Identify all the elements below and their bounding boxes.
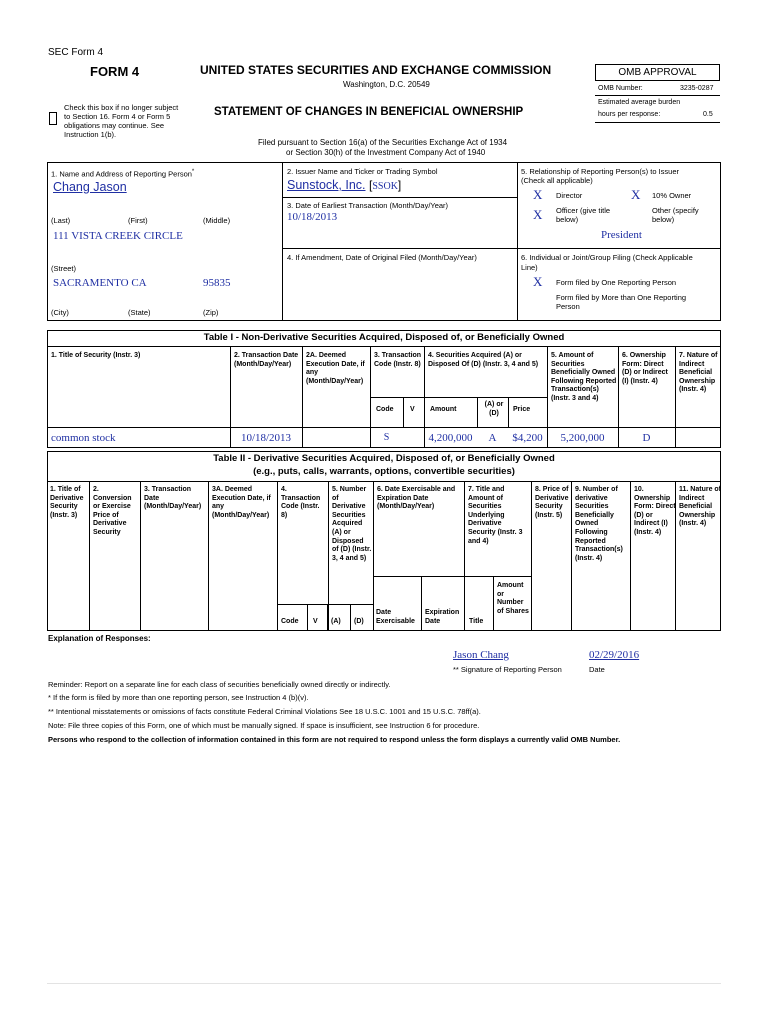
zip-value: 95835 xyxy=(203,277,231,289)
city-state-value: SACRAMENTO CA xyxy=(53,277,147,289)
omb-number-label: OMB Number: xyxy=(598,85,643,92)
t2-h6: 6. Date Exercisable and Expiration Date (Month/Day/Year) xyxy=(377,486,456,511)
t2-sub-title: Title xyxy=(469,618,484,625)
checkbox-instruction: Check this box if no longer subject to Section 16. Form 4 or Form 5 obligations may continue. See Instruction 1(b). xyxy=(64,103,179,139)
earliest-transaction-date: 10/18/2013 xyxy=(287,211,338,223)
filed-pursuant-line1: Filed pursuant to Section 16(a) of the Securities Exchange Act of 1934 xyxy=(258,138,508,147)
t2-sub-d: (D) xyxy=(354,618,364,625)
form-title: FORM 4 xyxy=(90,64,140,79)
t2-sub-exercisable: Date Exercisable xyxy=(376,609,415,625)
note-misstatements: ** Intentional misstatements or omissions of facts constitute Federal Criminal Violations See 18 U.S.C. 1001 and 15 U.S.C. 78ff(a). xyxy=(48,707,481,716)
table1 xyxy=(47,330,721,448)
section4-label: 4. If Amendment, Date of Original Filed (Month/Day/Year) xyxy=(287,253,477,262)
city-label: (City) xyxy=(51,308,69,317)
ticker-symbol: SSOK xyxy=(372,181,398,192)
t2-h10: 10. Ownership Form: Direct (D) or Indirect (I) (Instr. 4) xyxy=(634,486,676,536)
section6-label1: 6. Individual or Joint/Group Filing (Check Applicable xyxy=(521,253,693,262)
other-label: Other (specify below) xyxy=(652,206,699,224)
issuer-line: Sunstock, Inc. [SSOK] xyxy=(287,178,402,192)
t1-row-code: S xyxy=(383,432,390,443)
t2-h5: 5. Number of Derivative Securities Acquired (A) or Disposed of (D) (Instr. 3, 4 and 5) xyxy=(332,486,372,562)
t2-h3: 3. Transaction Date (Month/Day/Year) xyxy=(144,486,202,511)
director-check[interactable]: X xyxy=(533,187,543,202)
t2-sub-v: V xyxy=(313,618,318,625)
state-label: (State) xyxy=(128,308,151,317)
t2-h4: 4. Transaction Code (Instr. 8) xyxy=(281,486,321,519)
omb-approval-title: OMB APPROVAL xyxy=(618,67,697,78)
ten-percent-owner-label: 10% Owner xyxy=(652,191,692,200)
table2-title2: (e.g., puts, calls, warrants, options, convertible securities) xyxy=(253,466,515,477)
t2-h2: 2. Conversion or Exercise Price of Derivative Security xyxy=(93,486,132,536)
section2-label: 2. Issuer Name and Ticker or Trading Symbol xyxy=(287,167,438,176)
filed-pursuant-line2: or Section 30(h) of the Investment Company Act of 1940 xyxy=(286,148,486,157)
t1-h3: 3. Transaction Code (Instr. 8) xyxy=(374,352,422,368)
note-omb-persons: Persons who respond to the collection of information contained in this form are not required to respond unless the form displays a currently valid OMB Number. xyxy=(48,735,621,744)
first-name-label: (First) xyxy=(128,216,148,225)
ten-percent-owner-check[interactable]: X xyxy=(631,187,641,202)
note-multiple-persons: * If the form is filed by more than one reporting person, see Instruction 4 (b)(v). xyxy=(48,693,309,702)
t1-sub-price: Price xyxy=(513,406,531,413)
signature-label: ** Signature of Reporting Person xyxy=(453,665,562,674)
t1-sub-v: V xyxy=(410,406,415,413)
sec-form-label: SEC Form 4 xyxy=(48,47,104,58)
t2-h3a: 3A. Deemed Execution Date, if any (Month/Day/Year) xyxy=(212,486,271,519)
t1-h2a: 2A. Deemed Execution Date, if any (Month/Day/Year) xyxy=(306,352,365,385)
t2-h1: 1. Title of Derivative Security (Instr. 3) xyxy=(50,486,84,519)
table1-title: Table I - Non-Derivative Securities Acquired, Disposed of, or Beneficially Owned xyxy=(203,332,565,343)
t1-h5: 5. Amount of Securities Beneficially Owned Following Reported Transaction(s) (Instr. 3 and 4) xyxy=(551,352,617,402)
t1-row-security: common stock xyxy=(51,432,116,444)
t2-sub-code: Code xyxy=(281,618,299,625)
section5-label2: (Check all applicable) xyxy=(521,176,593,185)
t2-h9: 9. Number of derivative Securities Beneficially Owned Following Reported Transaction(s) (Instr. 4) xyxy=(575,486,623,562)
t2-h11: 11. Nature of Indirect Beneficial Ownership (Instr. 4) xyxy=(679,486,722,528)
t1-sub-code: Code xyxy=(376,406,394,413)
t1-h6: 6. Ownership Form: Direct (D) or Indirect (I) (Instr. 4) xyxy=(622,352,668,385)
t2-h7: 7. Title and Amount of Securities Underlying Derivative Security (Instr. 3 and 4) xyxy=(468,486,523,545)
middle-name-label: (Middle) xyxy=(203,216,231,225)
omb-number: 3235-0287 xyxy=(680,85,714,92)
commission-location: Washington, D.C. 20549 xyxy=(343,80,430,89)
t1-h4: 4. Securities Acquired (A) or Disposed Of (D) (Instr. 3, 4 and 5) xyxy=(428,352,539,368)
t1-row-ad: A xyxy=(488,432,497,444)
reporting-person-name[interactable]: Chang Jason xyxy=(53,180,127,194)
t1-row-price: $4,200 xyxy=(512,432,543,444)
reminder-note: Reminder: Report on a separate line for each class of securities beneficially owned directly or indirectly. xyxy=(48,680,391,689)
section5-label1: 5. Relationship of Reporting Person(s) to Issuer xyxy=(521,167,679,176)
commission-name: UNITED STATES SECURITIES AND EXCHANGE COMMISSION xyxy=(200,63,552,77)
t2-sub-a: (A) xyxy=(331,618,341,625)
section3-label: 3. Date of Earliest Transaction (Month/Day/Year) xyxy=(287,201,449,210)
last-name-label: (Last) xyxy=(51,216,71,225)
t2-sub-amount: Amount or Number of Shares xyxy=(497,582,529,615)
officer-title: President xyxy=(601,229,642,241)
section1-label: 1. Name and Address of Reporting Person* xyxy=(51,169,195,179)
street-address: 111 VISTA CREEK CIRCLE xyxy=(53,230,183,242)
t1-sub-ad: (A) or (D) xyxy=(484,401,504,417)
t1-h2: 2. Transaction Date (Month/Day/Year) xyxy=(234,352,299,368)
one-person-check[interactable]: X xyxy=(533,274,543,289)
signature-name[interactable]: Jason Chang xyxy=(453,649,509,661)
zip-label: (Zip) xyxy=(203,308,219,317)
t1-row-date: 10/18/2013 xyxy=(240,432,292,444)
omb-burden-label: Estimated average burden xyxy=(598,99,681,106)
t1-sub-amount: Amount xyxy=(430,406,457,413)
director-label: Director xyxy=(556,191,583,200)
statement-title: STATEMENT OF CHANGES IN BENEFICIAL OWNERSHIP xyxy=(214,106,524,118)
t2-sub-expiration: Expiration Date xyxy=(425,609,460,625)
issuer-name[interactable]: Sunstock, Inc. xyxy=(287,178,366,192)
t1-row-owned: 5,200,000 xyxy=(560,432,605,444)
table2-title1: Table II - Derivative Securities Acquired, Disposed of, or Beneficially Owned xyxy=(213,453,555,464)
more-persons-label: Form filed by More than One Reporting Person xyxy=(556,293,687,311)
no-longer-subject-checkbox[interactable] xyxy=(49,112,57,125)
explanation-label: Explanation of Responses: xyxy=(48,634,151,643)
omb-hours: 0.5 xyxy=(703,111,713,118)
bottom-divider xyxy=(47,983,721,984)
t1-row-form: D xyxy=(642,432,651,444)
t1-h1: 1. Title of Security (Instr. 3) xyxy=(51,352,141,359)
one-person-label: Form filed by One Reporting Person xyxy=(556,278,677,287)
t2-h8: 8. Price of Derivative Security (Instr. 5) xyxy=(535,486,569,519)
t1-row-amount: 4,200,000 xyxy=(428,432,473,444)
section6-label2: Line) xyxy=(521,263,538,272)
note-copies: Note: File three copies of this Form, one of which must be manually signed. If space is insufficient, see Instruction 6 for procedure. xyxy=(48,721,480,730)
omb-hours-label: hours per response: xyxy=(598,111,661,118)
date-label: Date xyxy=(589,665,605,674)
signature-date[interactable]: 02/29/2016 xyxy=(589,649,640,661)
officer-label: Officer (give title below) xyxy=(556,206,611,224)
street-label: (Street) xyxy=(51,264,77,273)
officer-check[interactable]: X xyxy=(533,207,543,222)
t1-h7: 7. Nature of Indirect Beneficial Ownership (Instr. 4) xyxy=(679,352,718,394)
omb-approval-box xyxy=(595,64,720,81)
